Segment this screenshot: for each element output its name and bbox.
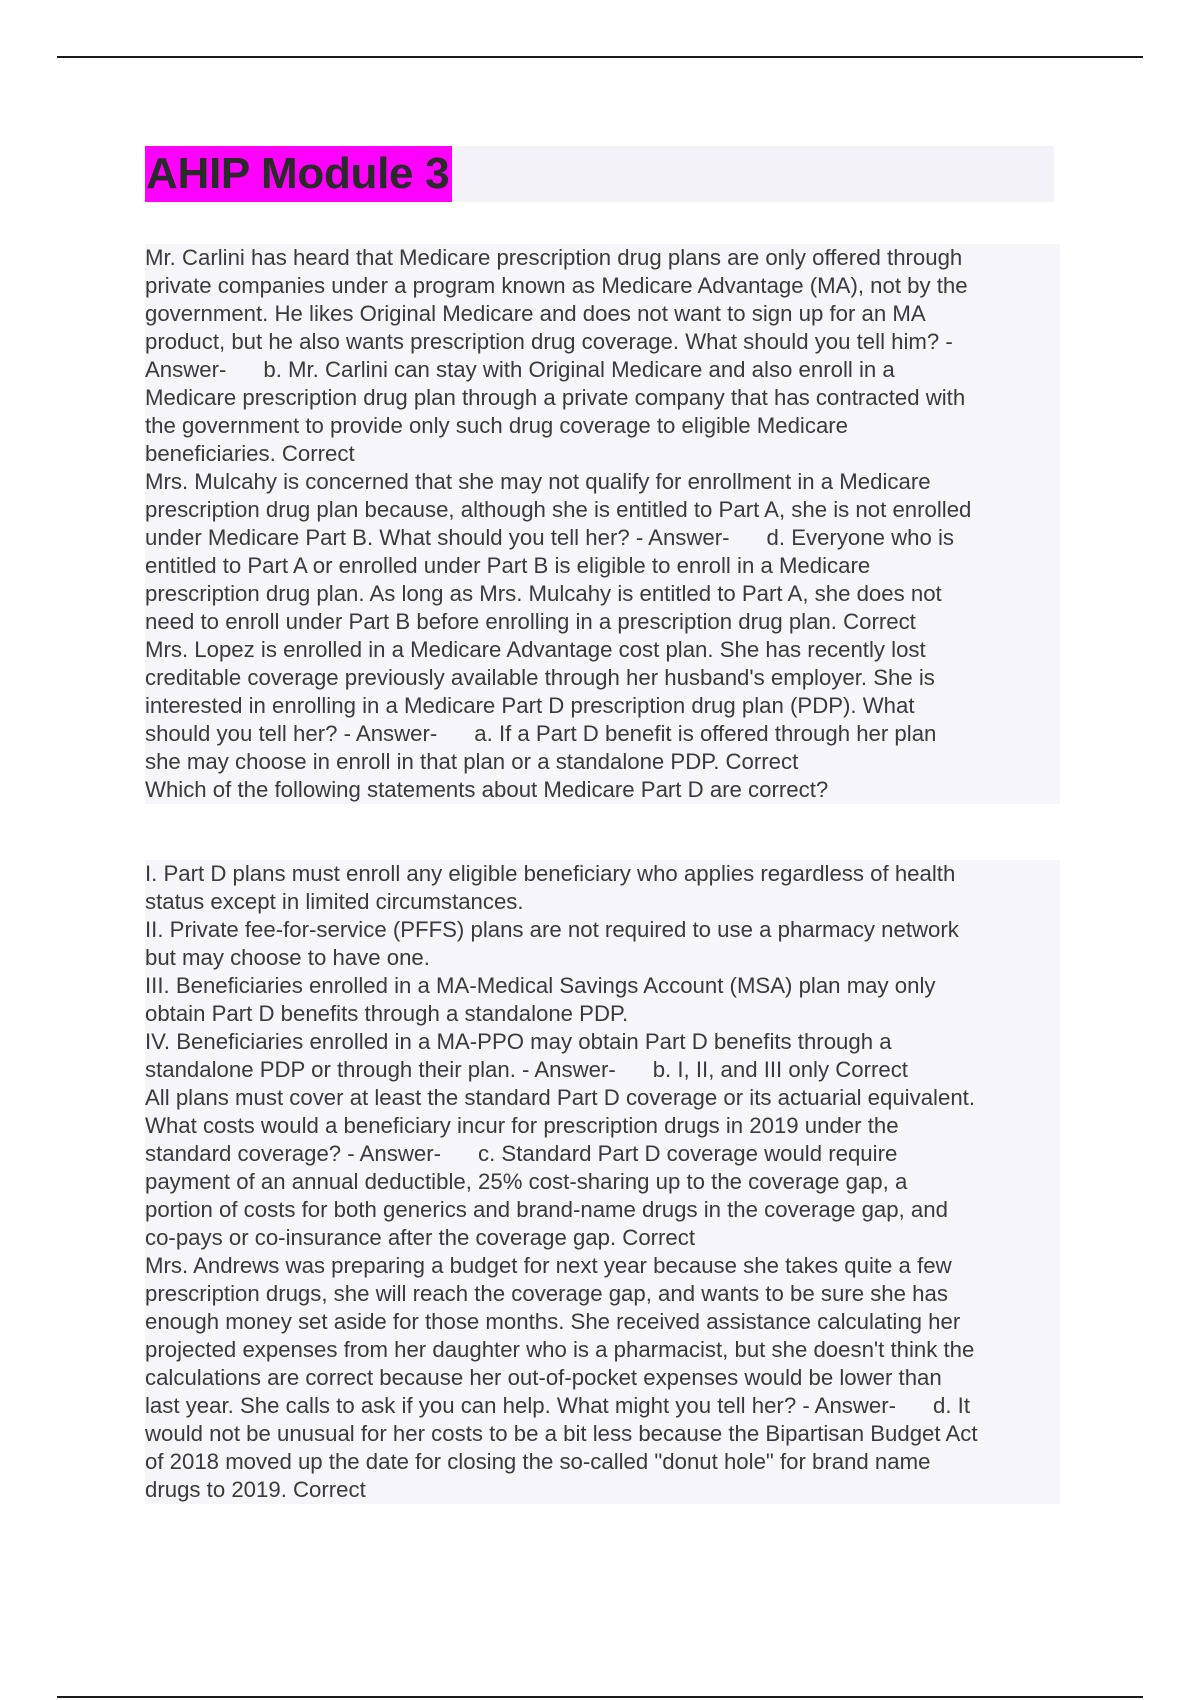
text-line: III. Beneficiaries enrolled in a MA-Medical Savings Account (MSA) plan may only <box>145 972 1060 1000</box>
text-line: portion of costs for both generics and brand-name drugs in the coverage gap, and <box>145 1196 1060 1224</box>
text-line: she may choose in enroll in that plan or a standalone PDP. Correct <box>145 748 1060 776</box>
text-line <box>145 804 1060 832</box>
text-line: All plans must cover at least the standard Part D coverage or its actuarial equivalent. <box>145 1084 1060 1112</box>
text-line: interested in enrolling in a Medicare Part D prescription drug plan (PDP). What <box>145 692 1060 720</box>
text-line: product, but he also wants prescription drug coverage. What should you tell him? - <box>145 328 1060 356</box>
document-title: AHIP Module 3 <box>145 146 452 202</box>
text-line: under Medicare Part B. What should you tell her? - Answer- d. Everyone who is <box>145 524 1060 552</box>
text-line: co-pays or co-insurance after the coverage gap. Correct <box>145 1224 1060 1252</box>
text-line: prescription drug plan. As long as Mrs. Mulcahy is entitled to Part A, she does not <box>145 580 1060 608</box>
text-line: private companies under a program known as Medicare Advantage (MA), not by the <box>145 272 1060 300</box>
text-line: last year. She calls to ask if you can help. What might you tell her? - Answer- d. It <box>145 1392 1060 1420</box>
text-line: Which of the following statements about Medicare Part D are correct? <box>145 776 1060 804</box>
top-rule <box>57 56 1143 58</box>
text-line: Answer- b. Mr. Carlini can stay with Original Medicare and also enroll in a <box>145 356 1060 384</box>
text-line: enough money set aside for those months. She received assistance calculating her <box>145 1308 1060 1336</box>
text-line: calculations are correct because her out-of-pocket expenses would be lower than <box>145 1364 1060 1392</box>
text-line: need to enroll under Part B before enrolling in a prescription drug plan. Correct <box>145 608 1060 636</box>
text-line: but may choose to have one. <box>145 944 1060 972</box>
text-line: of 2018 moved up the date for closing the so-called "donut hole" for brand name <box>145 1448 1060 1476</box>
text-line: II. Private fee-for-service (PFFS) plans are not required to use a pharmacy network <box>145 916 1060 944</box>
text-line: payment of an annual deductible, 25% cost-sharing up to the coverage gap, a <box>145 1168 1060 1196</box>
text-line: prescription drugs, she will reach the coverage gap, and wants to be sure she has <box>145 1280 1060 1308</box>
bottom-rule <box>57 1696 1143 1698</box>
document-body <box>145 244 1060 1504</box>
text-line: creditable coverage previously available through her husband's employer. She is <box>145 664 1060 692</box>
text-line: What costs would a beneficiary incur for prescription drugs in 2019 under the <box>145 1112 1060 1140</box>
text-line: IV. Beneficiaries enrolled in a MA-PPO may obtain Part D benefits through a <box>145 1028 1060 1056</box>
text-line: beneficiaries. Correct <box>145 440 1060 468</box>
text-line <box>145 832 1060 860</box>
text-line: the government to provide only such drug coverage to eligible Medicare <box>145 412 1060 440</box>
text-line: Mr. Carlini has heard that Medicare prescription drug plans are only offered through <box>145 244 1060 272</box>
text-line: obtain Part D benefits through a standalone PDP. <box>145 1000 1060 1028</box>
text-line: Mrs. Andrews was preparing a budget for next year because she takes quite a few <box>145 1252 1060 1280</box>
text-line: would not be unusual for her costs to be a bit less because the Bipartisan Budget Act <box>145 1420 1060 1448</box>
text-line: status except in limited circumstances. <box>145 888 1060 916</box>
text-line: Medicare prescription drug plan through a private company that has contracted with <box>145 384 1060 412</box>
text-line: prescription drug plan because, although she is entitled to Part A, she is not enrolled <box>145 496 1060 524</box>
text-line: Mrs. Mulcahy is concerned that she may not qualify for enrollment in a Medicare <box>145 468 1060 496</box>
text-line: drugs to 2019. Correct <box>145 1476 1060 1504</box>
text-line: government. He likes Original Medicare and does not want to sign up for an MA <box>145 300 1060 328</box>
text-line: projected expenses from her daughter who is a pharmacist, but she doesn't think the <box>145 1336 1060 1364</box>
text-line: should you tell her? - Answer- a. If a Part D benefit is offered through her plan <box>145 720 1060 748</box>
text-line: standard coverage? - Answer- c. Standard Part D coverage would require <box>145 1140 1060 1168</box>
text-line: standalone PDP or through their plan. - Answer- b. I, II, and III only Correct <box>145 1056 1060 1084</box>
text-line: entitled to Part A or enrolled under Part B is eligible to enroll in a Medicare <box>145 552 1060 580</box>
text-line: Mrs. Lopez is enrolled in a Medicare Advantage cost plan. She has recently lost <box>145 636 1060 664</box>
text-line: I. Part D plans must enroll any eligible beneficiary who applies regardless of health <box>145 860 1060 888</box>
